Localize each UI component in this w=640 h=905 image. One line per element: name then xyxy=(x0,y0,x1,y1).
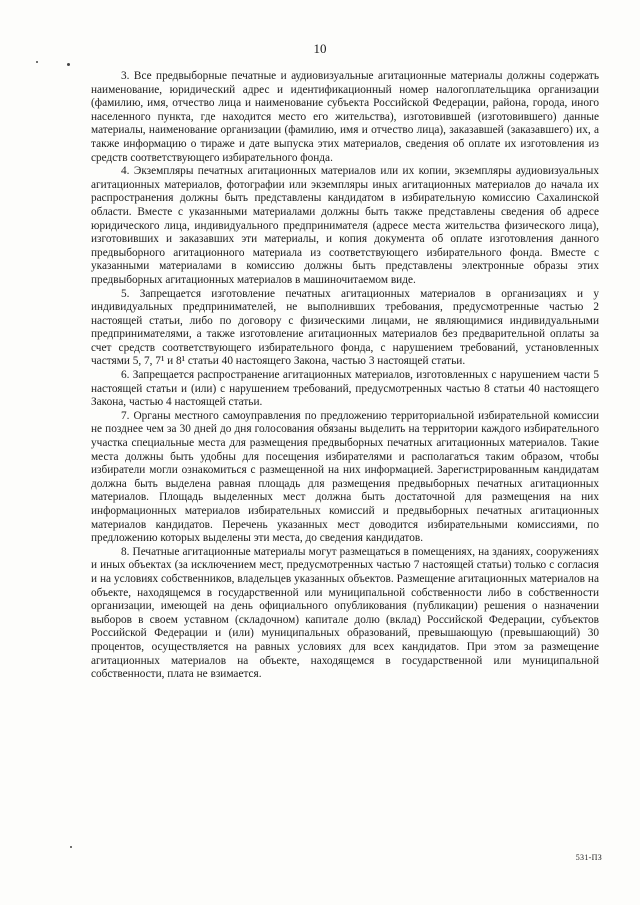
paragraph-4: 4. Экземпляры печатных агитационных материалов или их копии, экземпляры аудиовизуальных агитационных материалов, фотографии или экземпляры иных агитационных материалов до начала их распространения должны быть представлены кандидатом в избирательную комиссию Сахалинской области. Вместе с указанными материалами должны быть также представлены сведения об адресе юридического лица, индивидуального предпринимателя (адресе места жительства физического лица), изготовивших и заказавших эти материалы, и копия документа об оплате изготовления данного предвыборного агитационного материала из соответствующего избирательного фонда. Вместе с указанными материалами в комиссию должны быть представлены электронные образы этих предвыборных агитационных материалов в машиночитаемом виде. xyxy=(91,165,599,286)
paragraph-8: 8. Печатные агитационные материалы могут размещаться в помещениях, на зданиях, сооружениях и иных объектах (за исключением мест, предусмотренных частью 7 настоящей статьи) только с согласия и на условиях собственников, владельцев указанных объектов. Размещение агитационных материалов на объекте, находящемся в государственной или муниципальной собственности либо в собственности организации, имеющей на день официального опубликования (публикации) решения о назначении выборов в своем уставном (складочном) капитале долю (вклад) Российской Федерации, субъектов Российской Федерации и (или) муниципальных образований, превышающую (превышающий) 30 процентов, осуществляется на равных условиях для всех кандидатов. При этом за размещение агитационных материалов на объекте, находящемся в государственной или муниципальной собственности, плата не взимается. xyxy=(91,545,599,681)
document-body xyxy=(91,70,599,682)
paragraph-3: 3. Все предвыборные печатные и аудиовизуальные агитационные материалы должны содержать наименование, юридический адрес и идентификационный номер налогоплательщика организации (фамилию, имя, отчество лица и наименование субъекта Российской Федерации, района, города, иного населенного пункта, где находится место его жительства), изготовившей (изготовившего) данные материалы, наименование организации (фамилию, имя и отчество лица), заказавшей (заказавшего) их, а также информацию о тираже и дате выпуска этих материалов, сведения об оплате их изготовления из средств соответствующего избирательного фонда. xyxy=(91,70,599,164)
page-number: 10 xyxy=(313,41,327,56)
scan-speck xyxy=(67,63,70,66)
document-code: 531-ПЗ xyxy=(575,853,602,862)
paragraph-7: 7. Органы местного самоуправления по предложению территориальной избирательной комиссии не позднее чем за 30 дней до дня голосования обязаны выделить на территории каждого избирательного участка специальные места для размещения предвыборных печатных агитационных материалов. Такие места должны быть удобны для посещения избирателями и располагаться таким образом, чтобы избиратели могли ознакомиться с размещенной на них информацией. Зарегистрированным кандидатам должна быть выделена равная площадь для размещения предвыборных печатных агитационных материалов. Площадь выделенных мест должна быть достаточной для размещения на них информационных материалов избирательных комиссий и предвыборных печатных агитационных материалов кандидатов. Перечень указанных мест доводится избирательными комиссиями, по предложению которых выделены эти места, до сведения кандидатов. xyxy=(91,409,599,545)
scan-speck xyxy=(36,61,38,63)
paragraph-6: 6. Запрещается распространение агитационных материалов, изготовленных с нарушением части 5 настоящей статьи и (или) с нарушением требований, предусмотренных частью 8 статьи 40 настоящего Закона, частью 4 настоящей статьи. xyxy=(91,369,599,409)
scan-speck xyxy=(70,846,72,848)
paragraph-5: 5. Запрещается изготовление печатных агитационных материалов в организациях и у индивидуальных предпринимателей, не выполнивших требования, предусмотренные частью 2 настоящей статьи, либо по договору с физическими лицами, не являющимися индивидуальными предпринимателями, а также изготовление агитационных материалов без предварительной оплаты за счет средств соответствующего избирательного фонда, с нарушением требований, установленных частями 5, 7, 7¹ и 8¹ статьи 40 настоящего Закона, частью 3 настоящей статьи. xyxy=(91,287,599,368)
